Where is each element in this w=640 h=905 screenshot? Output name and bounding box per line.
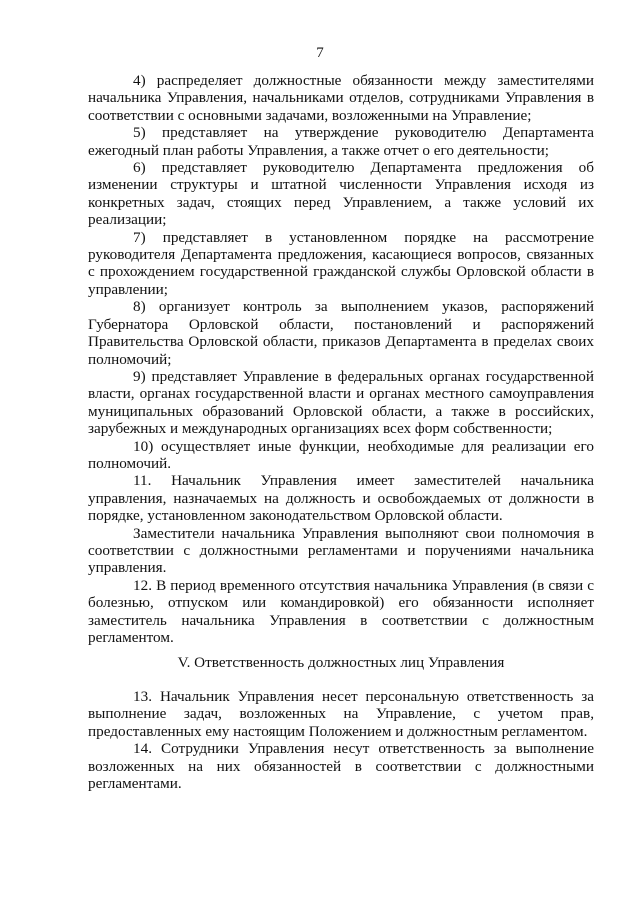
paragraph-clause-11: 11. Начальник Управления имеет заместителей начальника управления, назначаемых на должность и освобождаемых от должности в порядке, установленном законодательством Орловской области. [88, 472, 594, 525]
paragraph-item-5: 5) представляет на утверждение руководителю Департамента ежегодный план работы Управления, а также отчет о его деятельности; [88, 124, 594, 159]
paragraph-clause-12: 12. В период временного отсутствия начальника Управления (в связи с болезнью, отпуском или командировкой) его обязанности исполняет заместитель начальника Управления в соответствии с должностным регламентом. [88, 576, 594, 646]
body-text-lower [88, 688, 594, 792]
paragraph-clause-14: 14. Сотрудники Управления несут ответственность за выполнение возложенных на них обязанностей в соответствии с должностными регламентами. [88, 740, 594, 793]
paragraph-deputies: Заместители начальника Управления выполняют свои полномочия в соответствии с должностными регламентами и поручениями начальника управления. [88, 524, 594, 577]
paragraph-item-4: 4) распределяет должностные обязанности между заместителями начальника Управления, начальниками отделов, сотрудниками Управления в соответствии с основными задачами, возложенными на Управление; [88, 72, 594, 124]
paragraph-item-10: 10) осуществляет иные функции, необходимые для реализации его полномочий. [88, 437, 594, 472]
paragraph-item-9: 9) представляет Управление в федеральных органах государственной власти, органах государственной власти и органах местного самоуправления муниципальных образований Орловской области, а также в российских, зарубежных и международных организациях всех форм собственности; [88, 367, 594, 438]
paragraph-item-7: 7) представляет в установленном порядке на рассмотрение руководителя Департамента предложения, касающиеся вопросов, связанных с прохождением государственной гражданской службы Орловской области в управлении; [88, 228, 594, 298]
paragraph-item-8: 8) организует контроль за выполнением указов, распоряжений Губернатора Орловской области, постановлений и распоряжений Правительства Орловской области, приказов Департамента в пределах своих полномочий; [88, 298, 594, 368]
paragraph-clause-13: 13. Начальник Управления несет персональную ответственность за выполнение задач, возложенных на Управление, с учетом прав, предоставленных ему настоящим Положением и должностным регламентом. [88, 688, 594, 740]
body-text-upper [88, 72, 594, 646]
section-heading: V. Ответственность должностных лиц Управления [177, 654, 505, 671]
paragraph-item-6: 6) представляет руководителю Департамента предложения об изменении структуры и штатной численности Управления исходя из конкретных задач, стоящих перед Управлением, а также условий их реализации; [88, 159, 594, 229]
page-number: 7 [316, 45, 324, 61]
